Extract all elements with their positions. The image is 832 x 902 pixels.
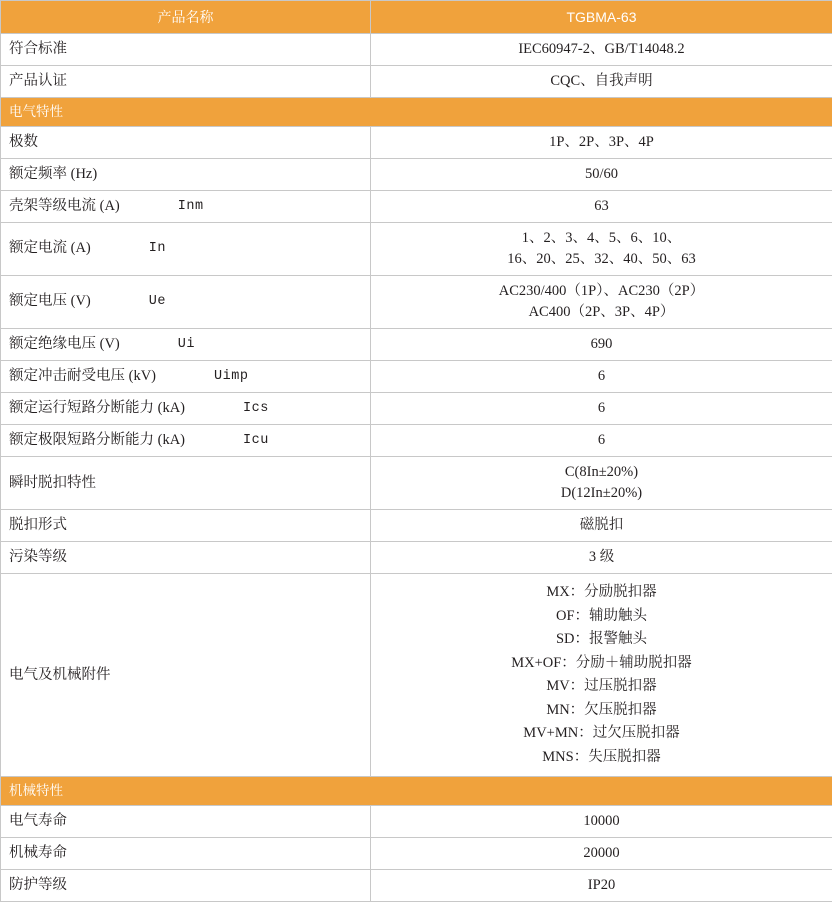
row-label-text: 机械寿命: [9, 843, 67, 864]
section-title: 电气特性: [1, 98, 832, 126]
row-value-inner: [371, 425, 832, 456]
row-value-inner: [371, 127, 832, 158]
row-label-cell: [1, 126, 371, 158]
row-value-inner: [371, 510, 832, 541]
row-label-inner: [1, 425, 370, 456]
row-value-inner: [371, 870, 832, 901]
row-value-line: 50/60: [379, 164, 824, 185]
row-value-line: 1P、2P、3P、4P: [379, 132, 824, 153]
row-value-line: MN：欠压脱扣器: [379, 699, 824, 722]
row-value-cell: [371, 34, 832, 66]
table-row: [1, 190, 832, 222]
row-value-inner: [371, 361, 832, 392]
row-value-line: SD：报警触头: [379, 628, 824, 651]
row-value-line: 690: [379, 334, 824, 355]
row-label-cell: [1, 222, 371, 275]
row-label-inner: [1, 870, 370, 901]
row-label-cell: [1, 393, 371, 425]
row-value-cell: [371, 393, 832, 425]
row-label-cell: [1, 542, 371, 574]
table-row: [1, 34, 832, 66]
row-symbol-text: Ui: [178, 335, 195, 355]
row-value-line: 磁脱扣: [379, 515, 824, 536]
table-section-row: [1, 98, 832, 127]
row-label-inner: [1, 191, 370, 222]
row-label-text: 额定频率 (Hz): [9, 164, 97, 185]
row-value-line: MX：分励脱扣器: [379, 581, 824, 604]
row-label-cell: [1, 190, 371, 222]
table-row: [1, 837, 832, 869]
row-label-text: 额定电流 (A): [9, 238, 91, 259]
row-label-inner: [1, 838, 370, 869]
row-label-inner: [1, 66, 370, 97]
row-label-cell: [1, 158, 371, 190]
row-value-cell: [371, 425, 832, 457]
row-value-line: OF：辅助触头: [379, 605, 824, 628]
row-value-inner: [371, 457, 832, 509]
row-label-text: 污染等级: [9, 547, 67, 568]
header-label-product-name: 产品名称: [1, 1, 370, 33]
section-title: 机械特性: [1, 777, 832, 805]
table-row: [1, 222, 832, 275]
row-label-inner: [1, 468, 370, 499]
row-value-line: 63: [379, 196, 824, 217]
row-value-inner: [371, 329, 832, 360]
table-row: [1, 126, 832, 158]
table-row: [1, 457, 832, 510]
row-label-inner: [1, 159, 370, 190]
row-label-inner: [1, 329, 370, 360]
row-label-cell: [1, 361, 371, 393]
row-value-inner: [371, 806, 832, 837]
row-value-inner: [371, 66, 832, 97]
row-value-cell: [371, 805, 832, 837]
table-header-row: [1, 1, 832, 34]
row-value-line: C(8In±20%): [379, 462, 824, 483]
row-value-line: D(12In±20%): [379, 483, 824, 504]
row-label-inner: [1, 510, 370, 541]
row-label-cell: [1, 837, 371, 869]
row-value-line: AC230/400（1P）、AC230（2P）: [379, 281, 824, 302]
row-value-line: 6: [379, 430, 824, 451]
row-label-inner: [1, 127, 370, 158]
table-row: [1, 869, 832, 901]
row-value-cell: [371, 869, 832, 901]
row-value-inner: [371, 838, 832, 869]
row-label-text: 符合标准: [9, 39, 67, 60]
row-value-cell: [371, 542, 832, 574]
row-value-line: 16、20、25、32、40、50、63: [379, 249, 824, 270]
row-value-line: MNS：失压脱扣器: [379, 746, 824, 769]
row-symbol-text: Icu: [243, 431, 269, 451]
row-label-text: 额定极限短路分断能力 (kA): [9, 430, 185, 451]
row-value-line: MV：过压脱扣器: [379, 675, 824, 698]
row-value-line: 6: [379, 398, 824, 419]
row-label-cell: [1, 329, 371, 361]
row-value-inner: [371, 223, 832, 275]
row-label-text: 电气及机械附件: [9, 665, 111, 686]
table-row: [1, 510, 832, 542]
table-row: [1, 66, 832, 98]
row-label-inner: [1, 34, 370, 65]
section-cell: [1, 777, 832, 806]
row-label-inner: [1, 660, 370, 691]
row-label-cell: [1, 34, 371, 66]
header-cell-product-name: [1, 1, 371, 34]
table-row: [1, 361, 832, 393]
row-label-text: 额定运行短路分断能力 (kA): [9, 398, 185, 419]
row-value-line: AC400（2P、3P、4P）: [379, 302, 824, 323]
table-row: [1, 574, 832, 777]
row-value-inner: [371, 34, 832, 65]
row-label-text: 防护等级: [9, 875, 67, 896]
row-value-line: MX+OF：分励＋辅助脱扣器: [379, 652, 824, 675]
row-label-cell: [1, 869, 371, 901]
row-label-cell: [1, 457, 371, 510]
row-label-text: 电气寿命: [9, 811, 67, 832]
row-value-cell: [371, 329, 832, 361]
row-label-text: 产品认证: [9, 71, 67, 92]
row-value-inner: [371, 393, 832, 424]
row-label-inner: [1, 233, 370, 264]
row-symbol-text: Inm: [178, 197, 204, 217]
row-label-inner: [1, 393, 370, 424]
row-label-inner: [1, 542, 370, 573]
table-row: [1, 805, 832, 837]
row-symbol-text: In: [149, 239, 166, 259]
row-value-line: MV+MN：过欠压脱扣器: [379, 722, 824, 745]
row-label-text: 额定冲击耐受电压 (kV): [9, 366, 156, 387]
header-label-model: TGBMA-63: [371, 1, 832, 33]
row-value-inner: [371, 542, 832, 573]
table-body: [1, 1, 832, 902]
row-value-cell: [371, 275, 832, 328]
row-value-line: 1、2、3、4、5、6、10、: [379, 228, 824, 249]
row-value-line: 3 级: [379, 547, 824, 568]
row-label-cell: [1, 510, 371, 542]
row-value-line: 10000: [379, 811, 824, 832]
row-symbol-text: Ics: [243, 399, 269, 419]
row-label-text: 瞬时脱扣特性: [9, 473, 96, 494]
row-label-cell: [1, 574, 371, 777]
row-label-inner: [1, 361, 370, 392]
row-label-inner: [1, 286, 370, 317]
row-value-cell: [371, 574, 832, 777]
row-value-cell: [371, 361, 832, 393]
row-label-text: 壳架等级电流 (A): [9, 196, 120, 217]
row-value-line: IP20: [379, 875, 824, 896]
row-value-inner: [371, 159, 832, 190]
row-label-cell: [1, 66, 371, 98]
row-value-cell: [371, 66, 832, 98]
table-row: [1, 425, 832, 457]
table-row: [1, 158, 832, 190]
row-value-line: CQC、自我声明: [379, 71, 824, 92]
table-row: [1, 393, 832, 425]
row-value-inner: [371, 191, 832, 222]
row-value-inner: [371, 276, 832, 328]
row-label-cell: [1, 275, 371, 328]
row-value-cell: [371, 158, 832, 190]
row-label-text: 额定电压 (V): [9, 291, 91, 312]
row-label-cell: [1, 425, 371, 457]
row-label-text: 额定绝缘电压 (V): [9, 334, 120, 355]
row-value-line: 20000: [379, 843, 824, 864]
row-symbol-text: Ue: [149, 292, 166, 312]
row-value-cell: [371, 457, 832, 510]
row-value-cell: [371, 126, 832, 158]
table-section-row: [1, 777, 832, 806]
row-value-line: 6: [379, 366, 824, 387]
row-label-text: 脱扣形式: [9, 515, 67, 536]
table-row: [1, 329, 832, 361]
table-row: [1, 275, 832, 328]
row-value-cell: [371, 190, 832, 222]
row-label-cell: [1, 805, 371, 837]
row-value-inner: [371, 574, 832, 776]
header-cell-model: [371, 1, 832, 34]
row-value-cell: [371, 222, 832, 275]
section-cell: [1, 98, 832, 127]
row-value-line: IEC60947-2、GB/T14048.2: [379, 39, 824, 60]
table-row: [1, 542, 832, 574]
row-value-cell: [371, 837, 832, 869]
row-value-cell: [371, 510, 832, 542]
row-label-text: 极数: [9, 132, 38, 153]
row-symbol-text: Uimp: [214, 367, 248, 387]
row-label-inner: [1, 806, 370, 837]
